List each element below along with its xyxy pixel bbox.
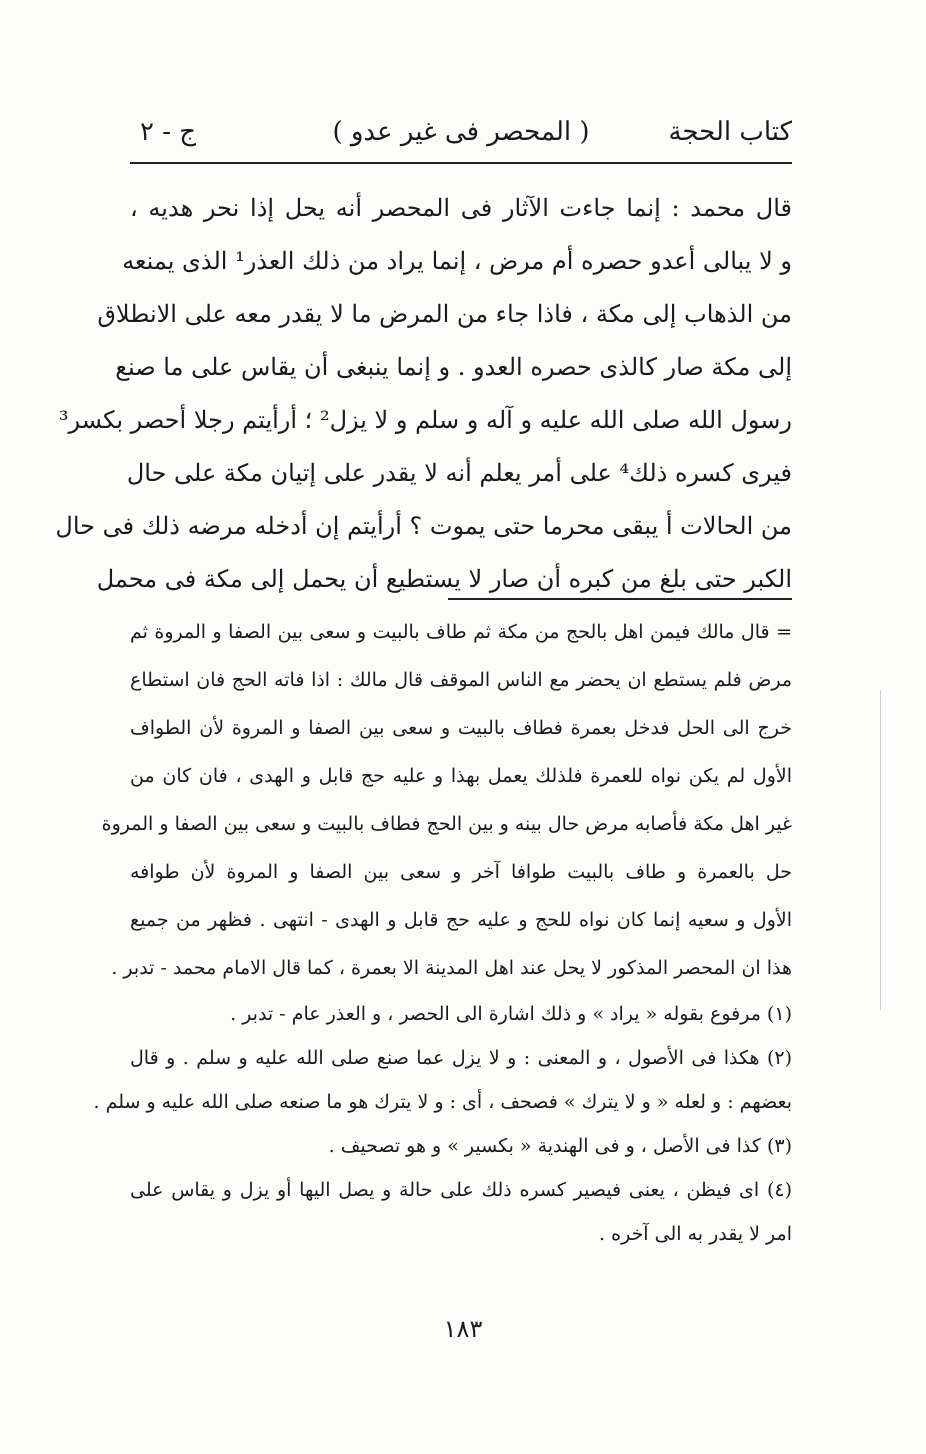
main-text-line: قال محمد : إنما جاءت الآثار فى المحصر أنه يحل إذا نحر هديه ،: [130, 194, 792, 222]
footnote-2-continued: بعضهم : و لعله « و لا يترك » فصحف ، أى : و لا يترك هو ما صنعه صلى الله عليه و سلم .: [93, 1091, 792, 1113]
main-text-line: و لا يبالى أعدو حصره أم مرض ، إنما يراد من ذلك العذر¹ الذى يمنعه: [122, 247, 792, 275]
main-text-line: الكبر حتى بلغ من كبره أن صار لا يستطيع أن يحمل إلى مكة فى محمل: [96, 565, 792, 593]
page-number: ١٨٣: [443, 1315, 483, 1343]
main-text: [55, 182, 792, 606]
footnote-4-continued: امر لا يقدر به الى آخره .: [599, 1223, 792, 1245]
notes-separator: [448, 598, 792, 600]
margin-crease: [880, 690, 881, 1010]
page-header: [130, 112, 792, 156]
volume-label: ج - ٢: [140, 117, 197, 147]
main-text-line: من الذهاب إلى مكة ، فاذا جاء من المرض ما لا يقدر معه على الانطلاق: [97, 300, 792, 328]
header-rule: [130, 162, 792, 164]
footnote-3: (٣) كذا فى الأصل ، و فى الهندية « بكسير » و هو تصحيف .: [328, 1135, 792, 1157]
footnote-1: (١) مرفوع بقوله « يراد » و ذلك اشارة الى الحصر ، و العذر عام - تدبر .: [230, 1003, 792, 1025]
footnote-2: (٢) هكذا فى الأصول ، و المعنى : و لا يزل عما صنع صلى الله عليه و سلم . و قال: [130, 1047, 792, 1069]
note-line: الأول و سعيه إنما كان نواه للحج و عليه حج قابل و الهدى - انتهى . فظهر من جميع: [130, 909, 792, 931]
note-line: غير اهل مكة فأصابه مرض حال بينه و بين الحج فطاف بالبيت و سعى بين الصفا و المروة: [101, 813, 792, 835]
note-line: هذا ان المحصر المذكور لا يحل عند اهل المدينة الا بعمرة ، كما قال الامام محمد - تدبر .: [111, 957, 792, 979]
note-line: مرض فلم يستطع ان يحضر مع الناس الموقف قال مالك : اذا فاته الحج فان استطاع: [130, 669, 792, 691]
section-title: ( المحصر فى غير عدو ): [332, 117, 590, 147]
note-line: الأول لم يكن نواه للعمرة فلذلك يعمل بهذا و عليه حج قابل و الهدى ، فان كان من: [130, 765, 792, 787]
main-text-line: فيرى كسره ذلك⁴ على أمر يعلم أنه لا يقدر على إتيان مكة على حال: [126, 459, 792, 487]
note-line: خرج الى الحل فدخل بعمرة فطاف بالبيت و سعى بين الصفا و المروة لأن الطواف: [130, 717, 792, 739]
main-text-line: رسول الله صلى الله عليه و آله و سلم و لا يزل² ؛ أرأيتم رجلا أحصر بكسر³: [58, 406, 792, 434]
notes-section: [93, 608, 792, 1256]
main-text-line: من الحالات أ يبقى محرما حتى يموت ؟ أرأيتم إن أدخله مرضه ذلك فى حال: [55, 512, 792, 540]
main-text-line: إلى مكة صار كالذى حصره العدو . و إنما ينبغى أن يقاس على ما صنع: [115, 353, 792, 381]
note-line: = قال مالك فيمن اهل بالحج من مكة ثم طاف بالبيت و سعى بين الصفا و المروة ثم: [130, 621, 792, 643]
note-line: حل بالعمرة و طاف بالبيت طوافا آخر و سعى بين الصفا و المروة لأن طوافه: [130, 861, 792, 883]
book-title: كتاب الحجة: [668, 117, 792, 147]
footnote-4: (٤) اى فيظن ، يعنى فيصير كسره ذلك على حالة و يصل اليها أو يزل و يقاس على: [130, 1179, 792, 1201]
